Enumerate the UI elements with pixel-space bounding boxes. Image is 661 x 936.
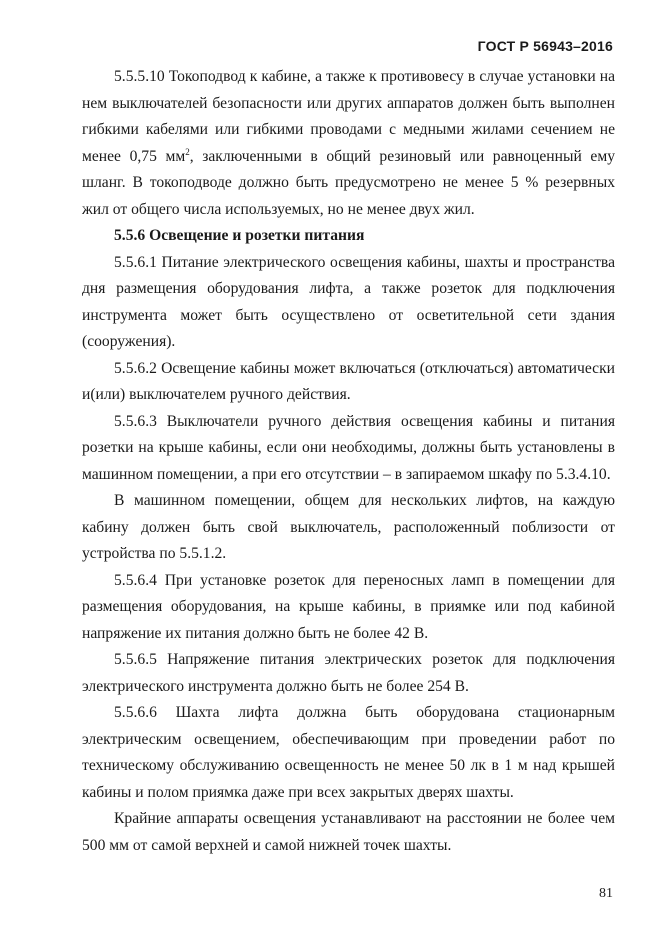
paragraph-5-5-6-6: 5.5.6.6 Шахта лифта должна быть оборудована стационарным электрическим освещением, обеспечивающим при проведении работ по техническому обслуживанию освещенность не менее 50 лк в 1 м над крышей кабины и полом приямка даже при всех закрытых дверях шахты. xyxy=(82,704,615,801)
paragraph-machine-room: В машинном помещении, общем для нескольких лифтов, на каждую кабину должен быть свой выключатель, расположенный поблизости от устройства по 5.5.1.2. xyxy=(82,492,615,562)
paragraph-end-fixtures: Крайние аппараты освещения устанавливают на расстоянии не более чем 500 мм от самой верхней и самой нижней точек шахты. xyxy=(82,810,615,854)
paragraph-5-5-6-4: 5.5.6.4 При установке розеток для переносных ламп в помещении для размещения оборудования, на крыше кабины, в приямке или под кабиной напряжение их питания должно быть не более 42 В. xyxy=(82,571,615,642)
paragraph-5-5-5-10 xyxy=(82,64,615,223)
paragraph-5-5-6-5: 5.5.6.5 Напряжение питания электрических розеток для подключения электрического инструмента должно быть не более 254 В. xyxy=(82,651,615,695)
page-number: 81 xyxy=(599,886,613,901)
document-id-header: ГОСТ Р 56943–2016 xyxy=(477,38,613,54)
paragraph-text: , заключенными в общий резиновый или равноценный ему шланг. В токоподводе должно быть предусмотрено не менее 5 % резервных жил от общего числа используемых, но не менее двух жил. xyxy=(82,147,615,218)
paragraph-5-5-6-2: 5.5.6.2 Освещение кабины может включаться (отключаться) автоматически и(или) выключателем ручного действия. xyxy=(82,359,615,403)
paragraph-5-5-6-3: 5.5.6.3 Выключатели ручного действия освещения кабины и питания розетки на крыше кабины, если они необходимы, должны быть установлены в машинном помещении, а при его отсутствии – в запираемом шкафу по 5.3.4.10. xyxy=(82,412,615,483)
superscript: 2 xyxy=(185,146,190,157)
section-heading: 5.5.6 Освещение и розетки питания xyxy=(114,227,365,244)
document-body xyxy=(82,64,615,859)
paragraph-text: 5.5.5.10 Токоподвод к кабине, а также к противовесу в случае установки на нем выключателей безопасности или других аппаратов должен быть выполнен гибкими кабелями или гибкими проводами с медными жилами сечением не менее 0,75 мм xyxy=(82,68,615,165)
paragraph-5-5-6-1: 5.5.6.1 Питание электрического освещения кабины, шахты и пространства дня размещения оборудования лифта, а также розеток для подключения инструмента может быть осуществлено от осветительной сети здания (сооружения). xyxy=(82,253,615,350)
